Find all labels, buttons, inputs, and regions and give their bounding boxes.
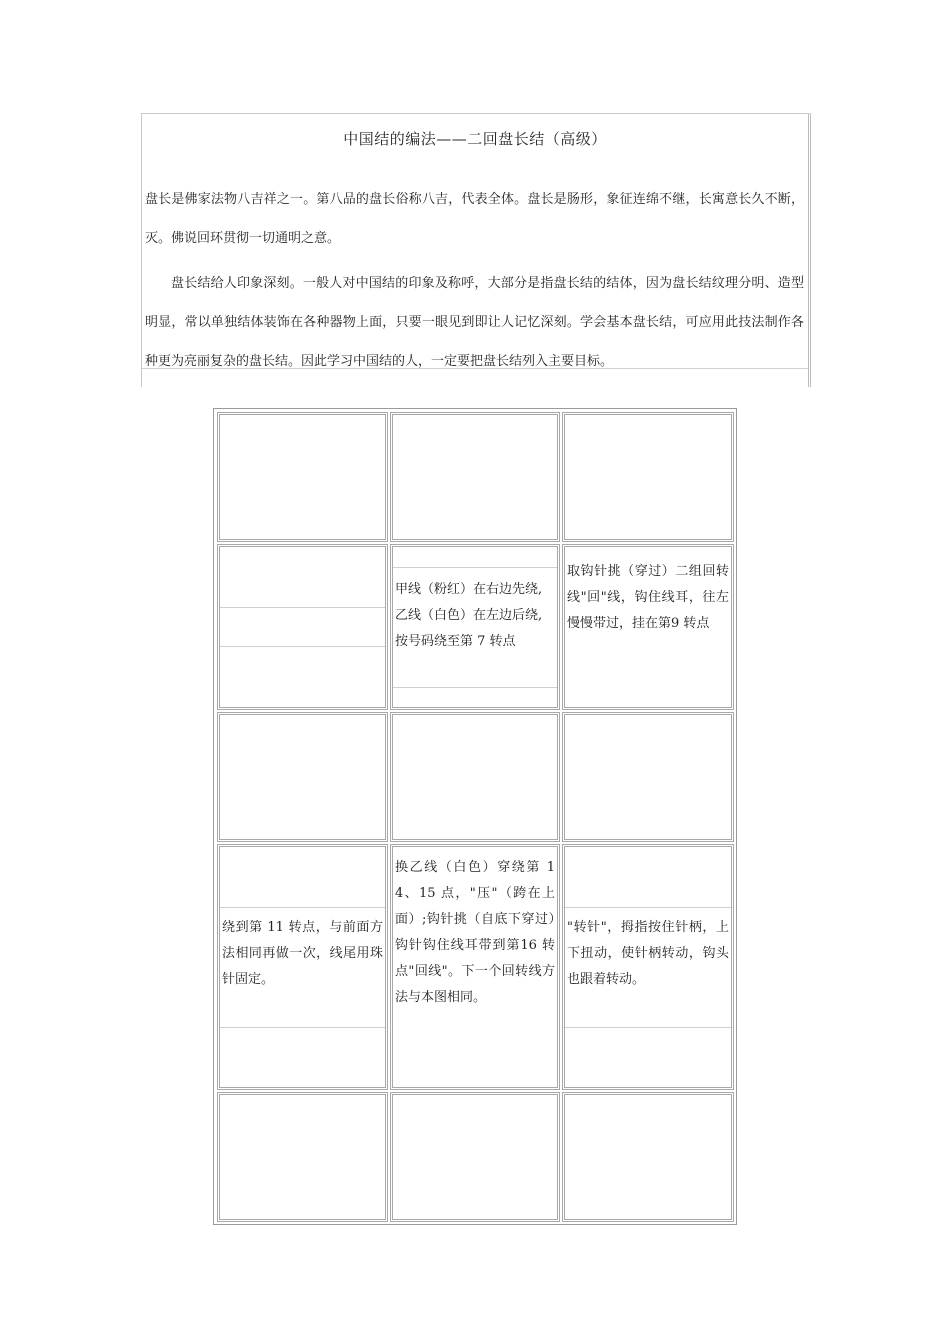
intro-paragraph-1: 盘长是佛家法物八吉祥之一。第八品的盘长俗称八吉，代表全体。盘长是肠形，象征连绵不继，长寓意长久不断，灭。佛说回环贯彻一切通明之意。 xyxy=(145,192,804,246)
step-caption-2 xyxy=(390,544,560,710)
step-image-9 xyxy=(562,1092,734,1222)
divider xyxy=(220,607,385,608)
step-image-1 xyxy=(217,412,388,542)
divider xyxy=(565,1027,731,1028)
step-image-4 xyxy=(217,712,388,842)
step-image-7 xyxy=(217,1092,388,1222)
step-image xyxy=(393,715,557,839)
step-image xyxy=(565,1095,731,1219)
step-image-2 xyxy=(390,412,560,542)
step-image xyxy=(565,715,731,839)
step-text: 绕到第 11 转点，与前面方法相同再做一次，线尾用珠针固定。 xyxy=(222,920,383,987)
intro-section xyxy=(141,113,811,387)
step-image xyxy=(220,715,385,839)
step-image-5 xyxy=(390,712,560,842)
step-image-3 xyxy=(562,412,734,542)
step-image xyxy=(393,415,557,539)
divider xyxy=(220,907,385,908)
step-caption-3 xyxy=(562,544,734,710)
divider xyxy=(565,907,731,908)
divider xyxy=(220,646,385,647)
divider xyxy=(220,1027,385,1028)
steps-table xyxy=(213,408,737,1225)
step-image xyxy=(393,1095,557,1219)
step-image-6 xyxy=(562,712,734,842)
step-text: 换乙线（白色）穿绕第 14、15 点，"压"（跨在上面）;钩针挑（自底下穿过）钩针钩住线耳带到第16 转点"回线"。下一个回转线方法与本图相同。 xyxy=(395,860,555,1005)
step-image xyxy=(565,415,731,539)
page-title: 中国结的编法——二回盘长结（高级） xyxy=(343,130,607,148)
step-image xyxy=(220,415,385,539)
step-text: 取钩针挑（穿过）二组回转线"回"线，钩住线耳，往左慢慢带过，挂在第9 转点 xyxy=(567,564,729,631)
step-caption-1 xyxy=(217,544,388,710)
intro-paragraph-2: 盘长结给人印象深刻。一般人对中国结的印象及称呼，大部分是指盘长结的结体，因为盘长结纹理分明、造型明显，常以单独结体装饰在各种器物上面，只要一眼见到即让人记忆深刻。学会基本盘长结，可应用此技法制作各种更为亮丽复杂的盘长结。因此学习中国结的人，一定要把盘长结列入主要目标。 xyxy=(145,276,804,369)
divider xyxy=(393,567,557,568)
step-image-8 xyxy=(390,1092,560,1222)
step-text: "转针"，拇指按住针柄，上下扭动，使针柄转动，钩头也跟着转动。 xyxy=(567,920,729,987)
step-caption-5 xyxy=(390,844,560,1090)
step-image xyxy=(220,1095,385,1219)
divider xyxy=(393,687,557,688)
step-caption-4 xyxy=(217,844,388,1090)
step-caption-6 xyxy=(562,844,734,1090)
step-text: 甲线（粉红）在右边先绕, 乙线（白色）在左边后绕, 按号码绕至第 7 转点 xyxy=(395,582,543,649)
